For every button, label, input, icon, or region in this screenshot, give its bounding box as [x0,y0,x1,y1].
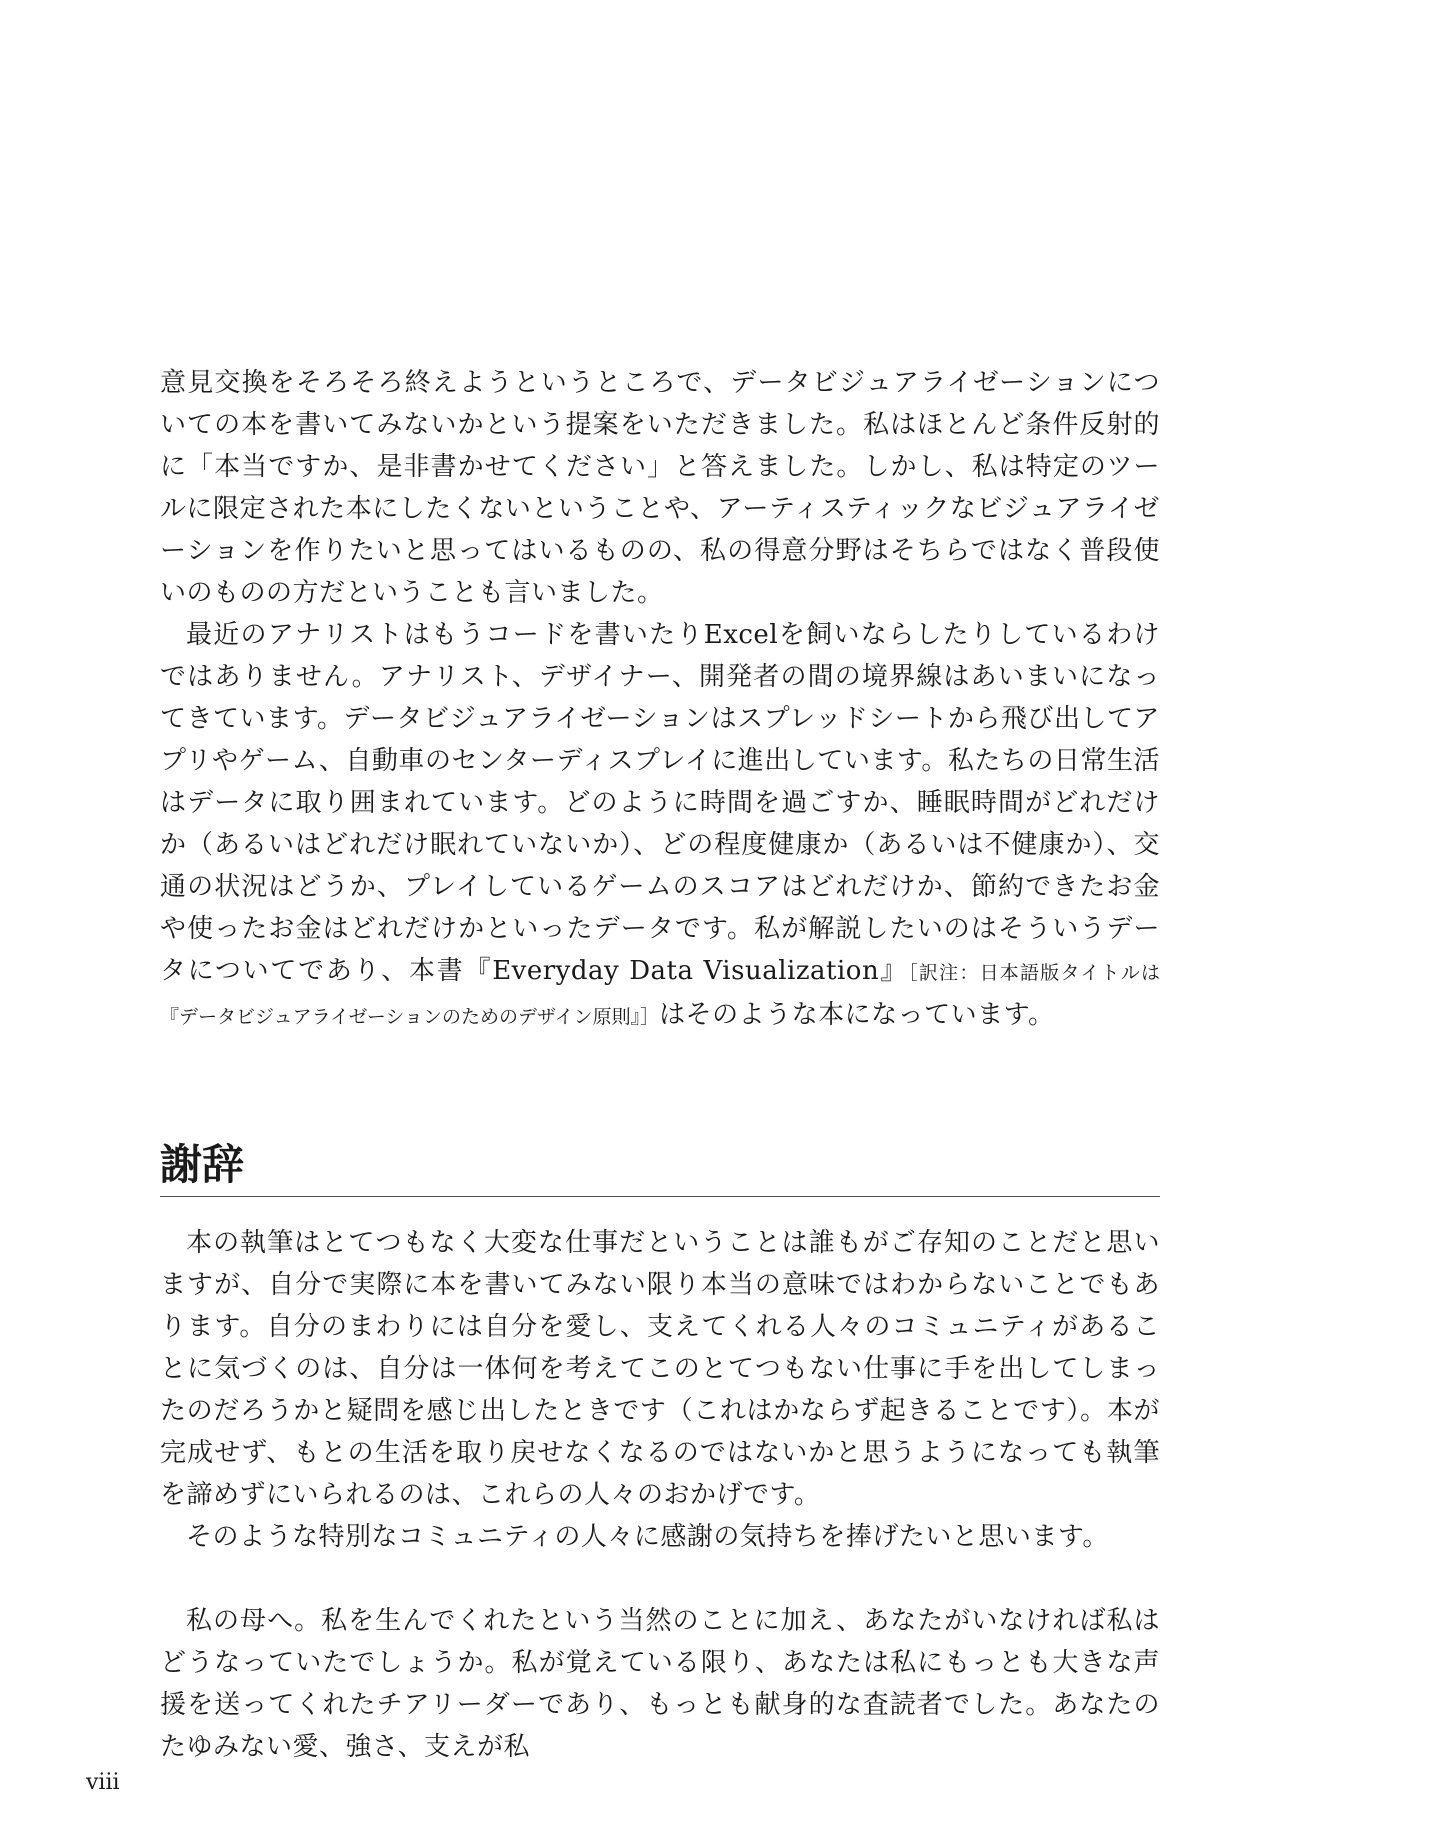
paragraph-spacer [160,1558,1160,1600]
section-title-rule [160,1196,1160,1197]
page-number: viii [86,1770,120,1795]
section-title: 謝辞 [160,1140,245,1189]
intro-paragraph-2-end: はそのような本になっています。 [659,1000,1055,1030]
acknowledgements-text [160,1222,1160,1768]
ack-paragraph-1: 本の執筆はとてつもなく大変な仕事だということは誰もがご存知のことだと思いますが、自分で実際に本を書いてみない限り本当の意味ではわからないことでもあります。自分のまわりには自分を愛し、支えてくれる人々のコミュニティがあることに気づくのは、自分は一体何を考えてこのとてつもない仕事に手を出してしまったのだろうかと疑問を感じ出したときです（これはかならず起きることです）。本が完成せず、もとの生活を取り戻せなくなるのではないかと思うようになっても執筆を諦めずにいられるのは、これらの人々のおかげです。 [160,1228,1160,1510]
ack-paragraph-2: そのような特別なコミュニティの人々に感謝の気持ちを捧げたいと思います。 [186,1522,1109,1552]
intro-text [160,362,1160,1038]
translator-note: ［訳注：日本語版タイトルは『データビジュアライゼーションのためのデザイン原則』］ [160,962,1160,1028]
intro-paragraph-2 [160,614,1160,1038]
ack-paragraph-3: 私の母へ。私を生んでくれたという当然のことに加え、あなたがいなければ私はどうなっていたでしょうか。私が覚えている限り、あなたは私にもっとも大きな声援を送ってくれたチアリーダーであり、もっとも献身的な査読者でした。あなたのたゆみない愛、強さ、支えが私 [160,1606,1160,1762]
intro-paragraph-1: 意見交換をそろそろ終えようというところで、データビジュアライゼーションについての本を書いてみないかという提案をいただきました。私はほとんど条件反射的に「本当ですか、是非書かせてください」と答えました。しかし、私は特定のツールに限定された本にしたくないということや、アーティスティックなビジュアライゼーションを作りたいと思ってはいるものの、私の得意分野はそちらではなく普段使いのものの方だということも言いました。 [160,368,1160,608]
intro-paragraph-2-text: 最近のアナリストはもうコードを書いたりExcelを飼いならしたりしているわけではありません。アナリスト、デザイナー、開発者の間の境界線はあいまいになってきています。データビジュアライゼーションはスプレッドシートから飛び出してアプリやゲーム、自動車のセンターディスプレイに進出しています。私たちの日常生活はデータに取り囲まれています。どのように時間を過ごすか、睡眠時間がどれだけか（あるいはどれだけ眠れていないか）、どの程度健康か（あるいは不健康か）、交通の状況はどうか、プレイしているゲームのスコアはどれだけか、節約できたお金や使ったお金はどれだけかといったデータです。私が解説したいのはそういうデータについてであり、本書『Everyday Data Visualization』 [160,620,1160,986]
